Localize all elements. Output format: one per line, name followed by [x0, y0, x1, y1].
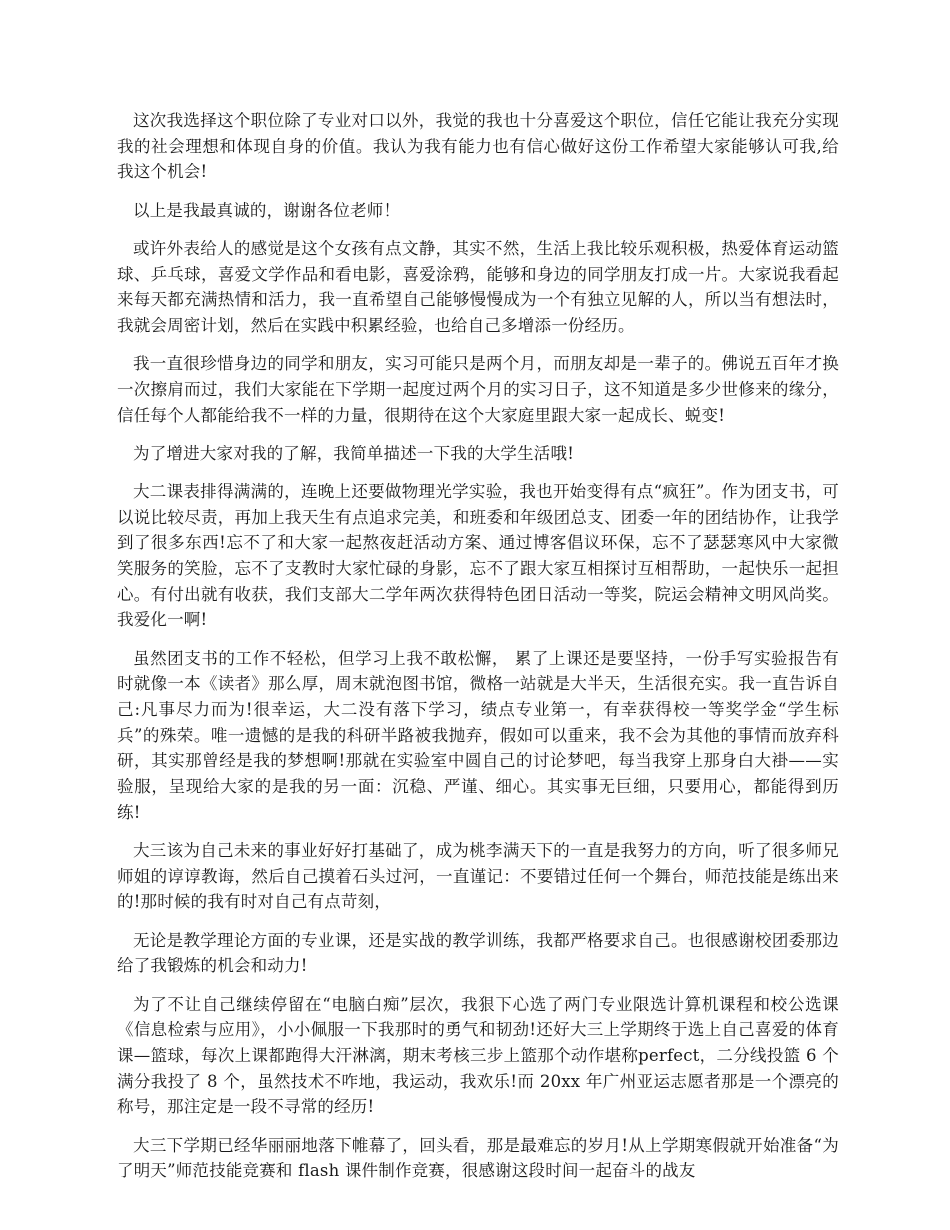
paragraph-9: 无论是教学理论方面的专业课，还是实战的教学训练，我都严格要求自己。也很感谢校团委那边给了我锻炼的机会和动力!	[117, 930, 839, 976]
paragraph-10: 为了不让自己继续停留在“电脑白痴”层次，我狠下心选了两门专业限选计算机课程和校公选课《信息检索与应用》，小小佩服一下我那时的勇气和韧劲!还好大三上学期终于选上自己喜爱的体育课—篮球，每次上课都跑得大汗淋漓，期末考核三步上篮那个动作堪称perfect，二分线投篮 6 个满分我投了 8 个，虽然技术不咋地，我运动，我欢乐!而 20xx 年广州亚运志愿者那是一个漂亮的称号，那注定是一段不寻常的经历!	[117, 994, 839, 1117]
paragraph-6: 大二课表排得满满的，连晚上还要做物理光学实验，我也开始变得有点“疯狂”。作为团支书，可以说比较尽责，再加上我天生有点追求完美，和班委和年级团总支、团委一年的团结协作，让我学到了很多东西!忘不了和大家一起熬夜赶活动方案、通过博客倡议环保，忘不了瑟瑟寒风中大家微笑服务的笑脸，忘不了支教时大家忙碌的身影，忘不了跟大家互相探讨互相帮助，一起快乐一起担心。有付出就有收获，我们支部大二学年两次获得特色团日活动一等奖，院运会精神文明风尚奖。我爱化一啊!	[117, 481, 839, 630]
paragraph-11: 大三下学期已经华丽丽地落下帷幕了，回头看，那是最难忘的岁月!从上学期寒假就开始准备“为了明天”师范技能竞赛和 flash 课件制作竞赛，很感谢这段时间一起奋斗的战友	[117, 1135, 839, 1181]
paragraph-1: 这次我选择这个职位除了专业对口以外，我觉的我也十分喜爱这个职位，信任它能让我充分实现我的社会理想和体现自身的价值。我认为我有能力也有信心做好这份工作希望大家能够认可我,给我这个机会!	[117, 111, 839, 182]
paragraph-4: 我一直很珍惜身边的同学和朋友，实习可能只是两个月，而朋友却是一辈子的。佛说五百年才换一次擦肩而过，我们大家能在下学期一起度过两个月的实习日子，这不知道是多少世修来的缘分，信任每个人都能给我不一样的力量，很期待在这个大家庭里跟大家一起成长、蜕变!	[117, 354, 839, 425]
paragraph-3: 或许外表给人的感觉是这个女孩有点文静，其实不然，生活上我比较乐观积极，热爱体育运动篮球、乒乓球，喜爱文学作品和看电影，喜爱涂鸦，能够和身边的同学朋友打成一片。大家说我看起来每天都充满热情和活力，我一直希望自己能够慢慢成为一个有独立见解的人，所以当有想法时，我就会周密计划，然后在实践中积累经验，也给自己多增添一份经历。	[117, 238, 839, 335]
paragraph-5: 为了增进大家对我的了解，我简单描述一下我的大学生活哦!	[133, 443, 575, 463]
paragraph-8: 大三该为自己未来的事业好好打基础了，成为桃李满天下的一直是我努力的方向，听了很多师兄师姐的谆谆教诲，然后自己摸着石头过河，一直谨记：不要错过任何一个舞台，师范技能是练出来的!那时候的我有时对自己有点苛刻，	[117, 841, 839, 912]
paragraph-2: 以上是我最真诚的，谢谢各位老师！	[133, 200, 401, 220]
paragraph-7: 虽然团支书的工作不轻松，但学习上我不敢松懈， 累了上课还是要坚持，一份手写实验报告有时就像一本《读者》那么厚，周末就泡图书馆，微格一站就是大半天，生活很充实。我一直告诉自己:凡事尽力而为!很幸运，大二没有落下学习，绩点专业第一，有幸获得校一等奖学金“学生标兵”的殊荣。唯一遗憾的是我的科研半路被我抛弃，假如可以重来，我不会为其他的事情而放弃科研，其实那曾经是我的梦想啊!那就在实验室中圆自己的讨论梦吧，每当我穿上那身白大褂——实验服，呈现给大家的是我的另一面：沉稳、严谨、细心。其实事无巨细，只要用心，都能得到历练!	[117, 648, 839, 822]
document-body	[117, 108, 839, 1197]
